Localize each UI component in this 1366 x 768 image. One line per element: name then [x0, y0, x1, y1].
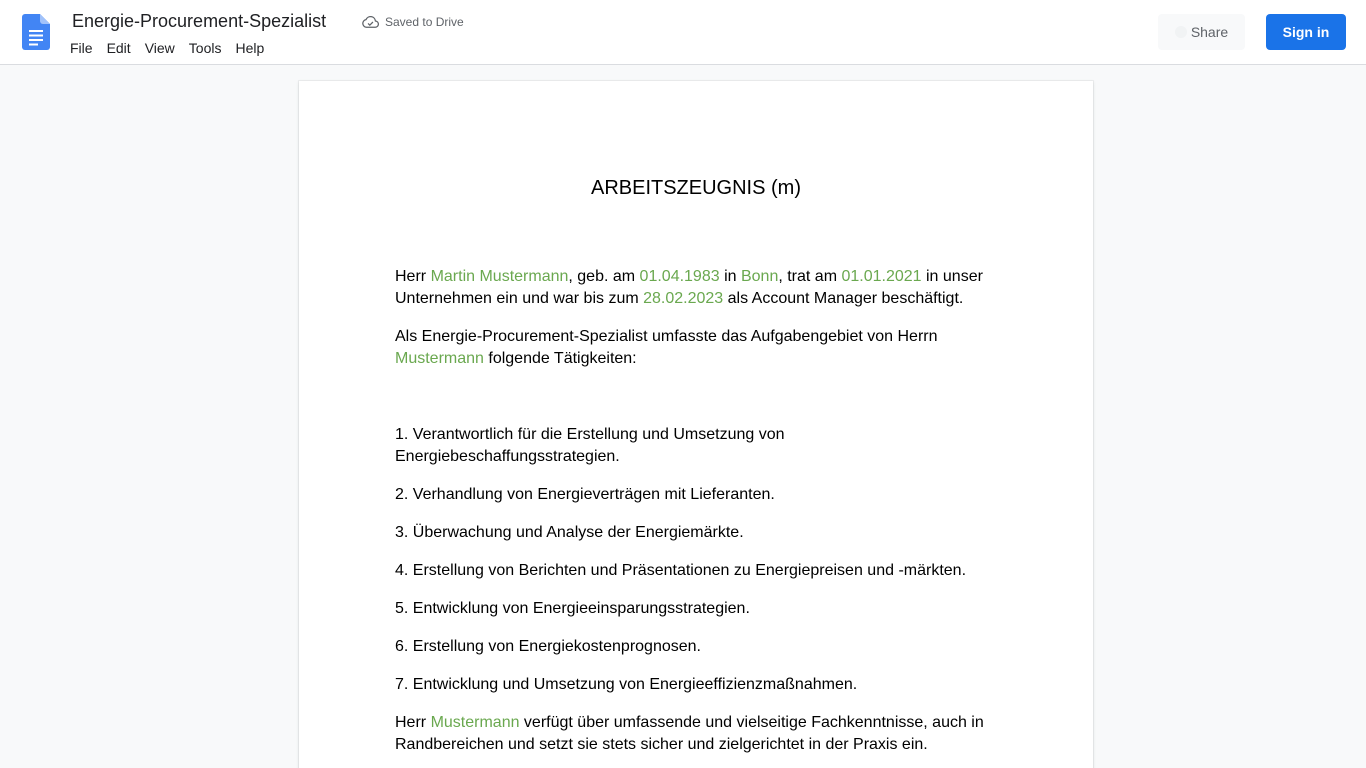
share-button[interactable]	[1158, 14, 1245, 50]
intro-paragraph: Herr Martin Mustermann, geb. am 01.04.1983 in Bonn, trat am 01.01.2021 in unser Unternehmen ein und war bis zum 28.02.2023 als Account Manager beschäftigt.	[395, 268, 983, 307]
task-item: 1. Verantwortlich für die Erstellung und Umsetzung von Energiebeschaffungsstrategien.	[395, 426, 785, 465]
document-body	[395, 266, 997, 768]
task-item: 3. Überwachung und Analyse der Energiemärkte.	[395, 524, 744, 541]
document-canvas[interactable]	[0, 65, 1366, 768]
end-date-field: 28.02.2023	[643, 290, 724, 307]
cloud-done-icon	[362, 15, 379, 29]
task-item: 4. Erstellung von Berichten und Präsentationen zu Energiepreisen und -märkten.	[395, 562, 967, 579]
document-page[interactable]	[299, 81, 1093, 768]
birth-place-field: Bonn	[740, 268, 779, 285]
document-title[interactable]: Energie-Procurement-Spezialist	[72, 11, 327, 31]
sign-in-button[interactable]: Sign in	[1266, 14, 1346, 50]
surname-field: Mustermann	[395, 350, 484, 367]
menu-bar	[63, 38, 271, 58]
responsibilities-paragraph: Als Energie-Procurement-Spezialist umfasste das Aufgabengebiet von Herrn Mustermann folgende Tätigkeiten:	[395, 328, 938, 367]
task-item: 5. Entwicklung von Energieeinsparungsstrategien.	[395, 600, 750, 617]
top-bar	[0, 0, 1366, 65]
google-docs-logo-icon[interactable]	[22, 14, 50, 50]
menu-edit[interactable]: Edit	[106, 40, 131, 56]
share-button-label: Share	[1190, 24, 1229, 40]
menu-file[interactable]: File	[70, 40, 93, 56]
start-date-field: 01.01.2021	[841, 268, 922, 285]
document-heading: ARBEITSZEUGNIS (m)	[590, 177, 801, 199]
task-item: 6. Erstellung von Energiekostenprognosen.	[395, 638, 701, 655]
birth-date-field: 01.04.1983	[639, 268, 720, 285]
save-status-label: Saved to Drive	[385, 15, 464, 29]
menu-view[interactable]: View	[144, 40, 175, 56]
menu-tools[interactable]: Tools	[188, 40, 222, 56]
skills-paragraph: Herr Mustermann verfügt über umfassende und vielseitige Fachkenntnisse, auch in Randbereichen und setzt sie stets sicher und zielgerichtet in der Praxis ein.	[395, 714, 984, 753]
lock-icon	[1175, 26, 1187, 38]
task-item: 2. Verhandlung von Energieverträgen mit Lieferanten.	[395, 486, 775, 503]
surname-field: Mustermann	[430, 714, 520, 731]
employee-name-field: Martin Mustermann	[430, 268, 569, 285]
task-item: 7. Entwicklung und Umsetzung von Energieeffizienzmaßnahmen.	[395, 676, 858, 693]
save-status[interactable]	[362, 14, 464, 30]
menu-help[interactable]: Help	[235, 40, 265, 56]
